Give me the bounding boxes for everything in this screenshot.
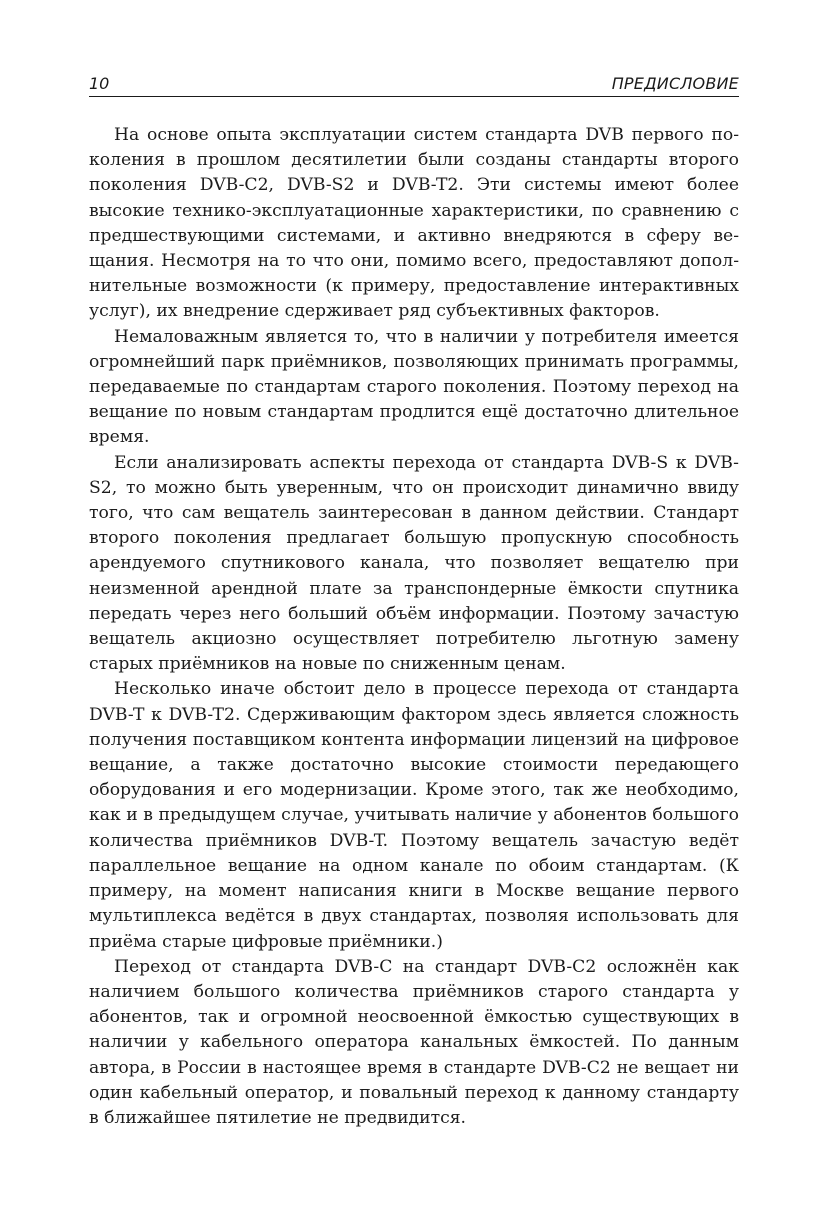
running-header: [89, 72, 739, 97]
body-text: [89, 123, 739, 1131]
paragraph-3: Если анализировать аспекты перехода от стандарта DVB-S к DVB-S2, то можно быть уверенным, что он происходит динамично ввиду того, что сам вещатель заинтересован в данном действии. Стандарт второго поколения предлагает большую пропускную способность арендуемого спутникового канала, что позволяет вещателю при неизменной арендной плате за транспондерные ёмкости спутника передать через него больший объём информации. Поэтому зачастую вещатель акциозно осуществляет потребителю льготную замену старых приёмников на новые по сниженным ценам.: [89, 452, 739, 675]
paragraph-1: На основе опыта эксплуатации систем стандарта DVB первого поколения в прошлом десятилетии были созданы стандарты второго поколения DVB-C2, DVB-S2 и DVB-T2. Эти системы имеют более высокие технико-эксплуатационные характеристики, по сравнению с предшествующими системами, и активно внедряются в сферу вещания. Несмотря на то что они, помимо всего, предоставляют дополнительные возможности (к примеру, предоставление интерактивных услуг), их внедрение сдерживает ряд субъективных факторов.: [89, 125, 739, 322]
paragraph-2: Немаловажным является то, что в наличии у потребителя имеется огромнейший парк приёмников, позволяющих принимать программы, передаваемые по стандартам старого поколения. Поэтому переход на вещание по новым стандартам продлится ещё достаточно длительное время.: [89, 326, 739, 448]
section-title: ПРЕДИСЛОВИЕ: [611, 74, 739, 93]
paragraph-4: Несколько иначе обстоит дело в процессе перехода от стандарта DVB-T к DVB-T2. Сдерживающим фактором здесь является сложность получения поставщиком контента информации лицензий на цифровое вещание, а также достаточно высокие стоимости передающего оборудования и его модернизации. Кроме этого, так же необходимо, как и в предыдущем случае, учитывать наличие у абонентов большого количества приёмников DVB-T. Поэтому вещатель зачастую ведёт параллельное вещание на одном канале по обоим стандартам. (К примеру, на момент написания книги в Москве вещание первого мультиплекса ведётся в двух стандартах, позволяя использовать для приёма старые цифровые приёмники.): [89, 679, 739, 952]
page-number: 10: [89, 74, 110, 93]
paragraph-5: Переход от стандарта DVB-C на стандарт DVB-C2 осложнён как наличием большого количества приёмников старого стандарта у абонентов, так и огромной неосвоенной ёмкостью существующих в наличии у кабельного оператора канальных ёмкостей. По данным автора, в России в настоящее время в стандарте DVB-C2 не вещает ни один кабельный оператор, и повальный переход к данному стандарту в ближайшее пятилетие не предвидится.: [89, 956, 739, 1128]
